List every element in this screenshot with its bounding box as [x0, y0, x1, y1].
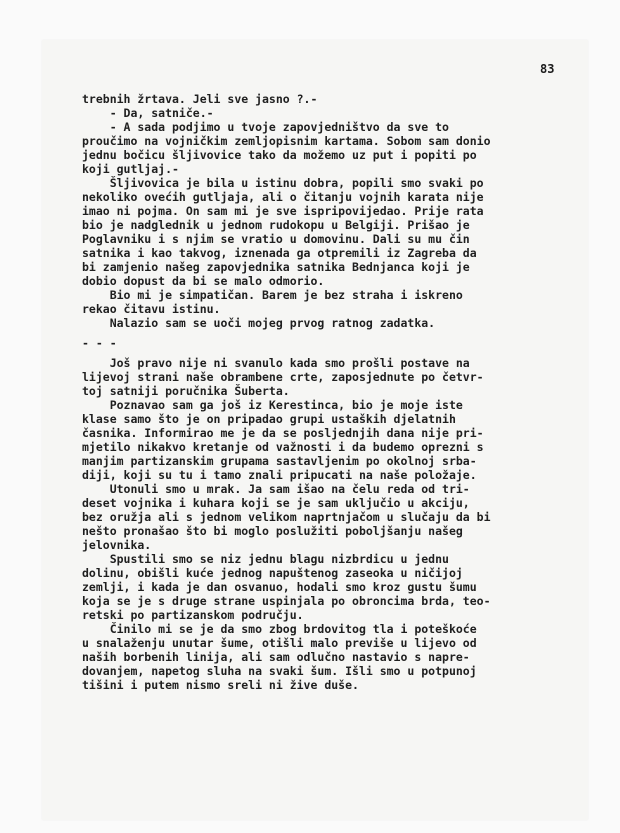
text-line: dobio dopust da bi se malo odmorio. [82, 274, 325, 288]
text-line: bio je nadglednik u jednom rudokopu u Belgiji. Prišao je [82, 218, 470, 232]
text-line: Utonuli smo u mrak. Ja sam išao na čelu reda od tri- [82, 482, 470, 496]
text-line: bez oružja ali s jednom velikom naprtnjačom u slučaju da bi [82, 510, 491, 524]
text-line: klase samo što je on pripadao grupi ustaških djelatnih [82, 412, 456, 426]
text-line: - Da, satniče.- [82, 106, 214, 120]
text-line: jelovnika. [82, 538, 152, 552]
text-line: imao ni pojma. On sam mi je sve ispripovijedao. Prije rata [82, 204, 484, 218]
text-line: tišini i putem nismo sreli ni žive duše. [82, 678, 359, 692]
text-line: koja se je s druge strane uspinjala po obroncima brda, teo- [82, 594, 491, 608]
text-line: Poznavao sam ga još iz Kerestinca, bio je moje iste [82, 398, 463, 412]
body-text [82, 92, 558, 692]
text-line: Poglavniku i s njim se vratio u domovinu. Dali su mu čin [82, 232, 470, 246]
text-line: diji, koji su tu i tamo znali pripucati na naše položaje. [82, 468, 477, 482]
text-line: zemlji, i kada je dan osvanuo, hodali smo kroz gustu šumu [82, 580, 477, 594]
text-line: Još pravo nije ni svanulo kada smo prošli postave na [82, 356, 470, 370]
text-line: nešto pronašao što bi moglo poslužiti poboljšanju našeg [82, 524, 463, 538]
text-line: dolinu, obišli kuće jednog napuštenog zaseoka u ničijoj [82, 566, 463, 580]
text-line: deset vojnika i kuhara koji se je sam uključio u akciju, [82, 496, 470, 510]
text-line: toj satniji poručnika Šuberta. [82, 384, 290, 398]
text-line: Nalazio sam se uoči mojeg prvog ratnog zadatka. [82, 316, 436, 330]
text-line: jednu bočicu šljivovice tako da možemo uz put i popiti po [82, 148, 477, 162]
text-line: mjetilo nikakvo kretanje od važnosti i da budemo oprezni s [82, 440, 484, 454]
section-separator: - - - [82, 336, 117, 350]
text-line: manjim partizanskim grupama sastavljenim po okolnoj srba- [82, 454, 477, 468]
text-line: satnika i kao takvog, iznenada ga otpremili iz Zagreba da [82, 246, 477, 260]
text-line: trebnih žrtava. Jeli sve jasno ?.- [82, 92, 318, 106]
text-line: Šljivovica je bila u istinu dobra, popili smo svaki po [82, 176, 484, 190]
text-line: Spustili smo se niz jednu blagu nizbrdicu u jednu [82, 552, 449, 566]
text-line: nekoliko ovećih gutljaja, ali o čitanju vojnih karata nije [82, 190, 484, 204]
text-line: rekao čitavu istinu. [82, 302, 221, 316]
text-line: retski po partizanskom području. [82, 608, 304, 622]
text-line: u snalaženju unutar šume, otišli malo previše u lijevo od [82, 636, 477, 650]
text-line: Činilo mi se je da smo zbog brdovitog tla i poteškoće [82, 622, 477, 636]
text-line: Bio mi je simpatičan. Barem je bez straha i iskreno [82, 288, 463, 302]
text-line: naših borbenih linija, ali sam odlučno nastavio s napre- [82, 650, 470, 664]
text-line: časnika. Informirao me je da se posljednjih dana nije pri- [82, 426, 484, 440]
text-line: dovanjem, napetog sluha na svaki šum. Išli smo u potpunoj [82, 664, 477, 678]
text-line: - A sada podjimo u tvoje zapovjedništvo da sve to [82, 120, 449, 134]
text-line: lijevoj strani naše obrambene crte, zaposjednute po četvr- [82, 370, 484, 384]
text-part-2 [82, 356, 558, 692]
text-line: proučimo na vojničkim zemljopisnim kartama. Sobom sam donio [82, 134, 491, 148]
page-number: 83 [540, 62, 555, 76]
text-part-1 [82, 92, 558, 330]
text-line: koji gutljaj.- [82, 162, 179, 176]
text-line: bi zamjenio našeg zapovjednika satnika Bednjanca koji je [82, 260, 470, 274]
